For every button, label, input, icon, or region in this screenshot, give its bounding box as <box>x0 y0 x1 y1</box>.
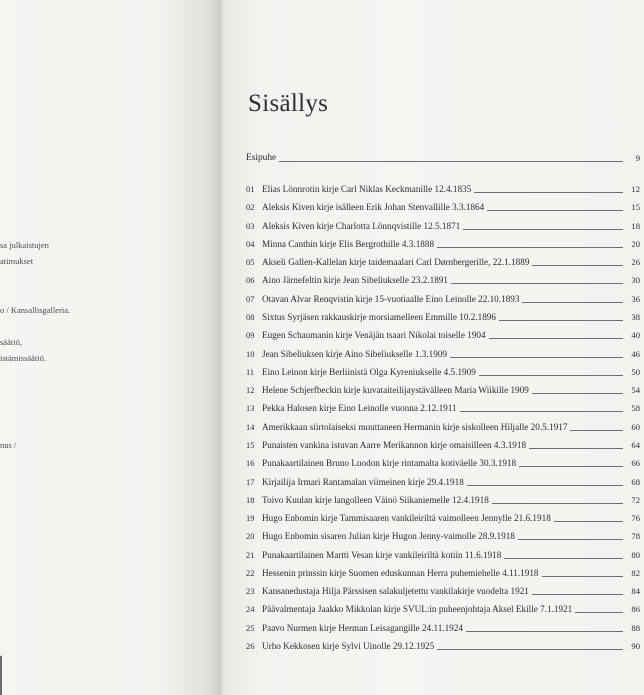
toc-entry-title: Minna Canthin kirje Elis Bergrothille 4.3.1888 <box>262 238 435 249</box>
toc-entry-number: 22 <box>246 568 255 578</box>
toc-entry-row <box>246 218 640 232</box>
toc-entry-number: 12 <box>246 386 255 396</box>
toc-entry-row <box>246 528 640 542</box>
toc-entry-number: 03 <box>246 221 255 231</box>
toc-entry-row <box>246 254 640 268</box>
toc-leader-line <box>489 338 623 339</box>
toc-page-number: 86 <box>631 604 640 615</box>
toc-leader-line <box>437 649 623 650</box>
toc-entry-row <box>246 455 640 469</box>
toc-page-number: 40 <box>631 330 640 341</box>
toc-page-number: 15 <box>631 202 640 213</box>
toc-entry-number: 17 <box>246 477 255 487</box>
toc-entry-title: Amerikkaan siirtolaiseksi muuttaneen Hermanin kirje siskolleen Hiljalle 20.5.1917 <box>262 421 568 432</box>
toc-leader-line <box>532 265 623 266</box>
toc-entry-number: 05 <box>246 258 255 268</box>
toc-entry-title: Aleksis Kiven kirje Charlotta Lönnqvistille 12.5.1871 <box>262 220 461 231</box>
toc-entry-title: Eino Leinon kirje Berliinistä Olga Kyreniukselle 4.5.1909 <box>262 366 476 377</box>
toc-leader-line <box>542 576 623 577</box>
toc-leader-line <box>532 393 623 394</box>
toc-leader-line <box>492 503 623 504</box>
toc-entry-title: Hugo Enbomin sisaren Julian kirje Hugon Jenny-vaimolle 28.9.1918 <box>262 531 515 542</box>
toc-entry-row <box>246 638 640 652</box>
toc-leader-line <box>519 466 623 467</box>
toc-entry-title: Urho Kekkosen kirje Sylvi Uinolle 29.12.1925 <box>262 641 435 651</box>
toc-entry-row <box>246 272 640 286</box>
toc-entry-row <box>246 181 640 195</box>
toc-leader-line <box>463 229 623 230</box>
toc-entry-number: 16 <box>246 459 255 469</box>
logo-fragment-icon <box>0 648 10 695</box>
toc-entry-number: 25 <box>246 623 255 633</box>
toc-entry-title: Paavo Nurmen kirje Herman Leisagangille 24.11.1924 <box>262 622 463 633</box>
toc-entry-number: 06 <box>246 276 255 286</box>
toc-leader-line <box>554 521 623 522</box>
toc-entry-number: 21 <box>246 550 255 560</box>
toc-entry-number: 19 <box>246 514 255 523</box>
toc-entry-row <box>246 309 640 323</box>
toc-page-number: 50 <box>631 366 640 377</box>
toc-leader-line <box>467 485 623 486</box>
left-page-text-line: sa julkaistujen <box>0 240 49 250</box>
toc-entry-title: Helene Schjerfbeckin kirje kuvataiteilijaystävälleen Maria Wiikille 1909 <box>262 385 529 396</box>
toc-entry-row <box>246 199 640 213</box>
toc-entry-title: Hugo Enbomin kirje Tammisaaren vankileiriltä vaimolleen Jennylle 21.6.1918 <box>262 513 551 523</box>
toc-leader-line <box>450 357 623 358</box>
left-page-text-line: o / Kansallisgalleria. <box>0 305 71 315</box>
toc-entry-title: Akseli Gallen-Kallelan kirje taidemaalari Carl Dørnbergerille, 22.1.1889 <box>262 257 530 268</box>
toc-entry-number: 11 <box>246 367 255 377</box>
toc-page-number: 9 <box>635 153 640 163</box>
toc-entry-row <box>246 364 640 378</box>
toc-page-number: 36 <box>631 293 640 304</box>
toc-leader-line <box>451 283 623 284</box>
toc-page-number: 12 <box>631 184 640 194</box>
left-page-text-line: nus / <box>0 440 17 450</box>
toc-entry-number: 08 <box>246 313 255 322</box>
toc-entry-number: 13 <box>246 404 255 414</box>
toc-entry-number: 07 <box>246 294 255 304</box>
toc-entry-number: 09 <box>246 331 255 341</box>
toc-entry-row <box>246 437 640 451</box>
right-page <box>226 0 644 695</box>
toc-page-number: 78 <box>631 531 640 542</box>
toc-leader-line <box>570 430 623 431</box>
toc-entry-title: Punakaartilainen Bruno Luodon kirje rintamalta kotiväelle 30.3.1918 <box>262 458 517 469</box>
toc-entry-number: 04 <box>246 239 255 249</box>
toc-entry-title: Kansanedustaja Hilja Pärssisen salakuljetettu vankilakirje vuodelta 1921 <box>262 586 529 597</box>
toc-entry-number: 10 <box>246 349 255 359</box>
toc-entry-row <box>246 474 640 488</box>
toc-page-number: 38 <box>631 312 640 322</box>
toc-page-number: 68 <box>631 476 640 487</box>
toc-entry-title: Hessenin prinssin kirje Suomen eduskunnan Herra puhemiehelle 4.11.1918 <box>262 567 539 578</box>
left-page <box>0 0 222 695</box>
toc-entry-row <box>246 419 640 433</box>
toc-entry-title: Eugen Schaumanin kirje Venäjän tsaari Nikolai toiselle 1904 <box>262 330 486 341</box>
toc-leader-line <box>504 558 623 559</box>
toc-entry-title: Sixtus Syrjäsen rakkauskirje morsiamelleen Emmille 10.2.1896 <box>262 312 496 322</box>
toc-entry-title: Elias Lönnrotin kirje Carl Niklas Keckmanille 12.4.1835 <box>262 184 472 194</box>
toc-page-number: 46 <box>631 348 640 359</box>
toc-leader-line <box>529 448 623 449</box>
left-page-text-line: säätiö, <box>0 337 22 347</box>
toc-page-number: 20 <box>631 238 640 249</box>
toc-page-number: 80 <box>631 549 640 560</box>
toc-page-number: 72 <box>631 494 640 505</box>
toc-page-number: 54 <box>631 385 640 396</box>
toc-entry-row <box>246 236 640 250</box>
toc-leader-line <box>522 302 623 303</box>
toc-leader-line <box>474 192 623 193</box>
toc-preface-row <box>246 150 640 164</box>
toc-leader-line <box>479 375 623 376</box>
toc-entry-row <box>246 601 640 615</box>
toc-entry-title: Aleksis Kiven kirje isälleen Erik Johan Stenvallille 3.3.1864 <box>262 202 485 213</box>
toc-entry-number: 23 <box>246 587 255 597</box>
toc-entry-row <box>246 547 640 561</box>
toc-page-number: 26 <box>631 257 640 268</box>
toc-leader-line <box>279 161 623 162</box>
toc-entry-row <box>246 492 640 506</box>
toc-entry-row <box>246 583 640 597</box>
toc-leader-line <box>518 539 623 540</box>
toc-page-number: 90 <box>631 641 640 651</box>
toc-leader-line <box>499 320 623 321</box>
toc-preface-label: Esipuhe <box>246 153 277 163</box>
toc-entry-number: 14 <box>246 422 255 432</box>
toc-page-number: 66 <box>631 458 640 469</box>
toc-entry-title: Kirjailija Irmari Rantamalan viimeinen kirje 29.4.1918 <box>262 476 464 487</box>
toc-leader-line <box>532 594 623 595</box>
toc-leader-line <box>487 210 623 211</box>
toc-entry-number: 18 <box>246 495 255 505</box>
toc-page-number: 18 <box>631 220 640 231</box>
toc-page-number: 64 <box>631 439 640 450</box>
toc-entry-row <box>246 382 640 396</box>
toc-page-number: 76 <box>631 513 640 523</box>
toc-entry-row <box>246 291 640 305</box>
toc-entry-number: 02 <box>246 203 255 213</box>
toc-entry-title: Päävalmentaja Jaakko Mikkolan kirje SVUL:in puheenjohtaja Aksel Ekille 7.1.1921 <box>262 604 573 615</box>
left-page-text-line: istämissäätiö. <box>0 353 47 363</box>
toc-entry-title: Punakaartilainen Martti Vesan kirje vankileiriltä kotiin 11.6.1918 <box>262 549 502 560</box>
toc-page-number: 58 <box>631 403 640 414</box>
toc-entry-number: 26 <box>246 642 255 651</box>
toc-title: Sisällys <box>248 90 329 117</box>
left-page-text-line: atimukset <box>0 256 34 266</box>
toc-entry-row <box>246 620 640 634</box>
toc-page-number: 82 <box>631 567 640 578</box>
toc-entry-title: Jean Sibeliuksen kirje Aino Sibeliukselle 1.3.1909 <box>262 348 448 359</box>
toc-page-number: 84 <box>631 586 640 597</box>
toc-leader-line <box>460 411 623 412</box>
toc-leader-line <box>437 247 623 248</box>
toc-entry-row <box>246 346 640 360</box>
toc-entry-number: 01 <box>246 185 255 194</box>
toc-entry-row <box>246 400 640 414</box>
toc-entry-number: 20 <box>246 532 255 542</box>
toc-entry-title: Punaisten vankina istuvan Aarre Merikannon kirje omaisilleen 4.3.1918 <box>262 439 527 450</box>
toc-entry-number: 15 <box>246 440 255 450</box>
toc-leader-line <box>575 612 623 613</box>
toc-entry-row <box>246 510 640 524</box>
toc-entry-title: Pekka Halosen kirje Eino Leinolle vuonna 2.12.1911 <box>262 403 457 414</box>
toc-entry-title: Aino Järnefeltin kirje Jean Sibeliukselle 23.2.1891 <box>262 275 449 286</box>
toc-entry-title: Otavan Alvar Renqvistin kirje 15-vuotiaalle Eino Leinolle 22.10.1893 <box>262 293 520 304</box>
toc-entry-number: 24 <box>246 605 255 615</box>
toc-page-number: 88 <box>631 622 640 633</box>
toc-entry-row <box>246 565 640 579</box>
toc-leader-line <box>466 631 623 632</box>
toc-page-number: 60 <box>631 421 640 432</box>
toc-entry-title: Toivo Kuulan kirje langolleen Väinö Siikaniemelle 12.4.1918 <box>262 494 489 505</box>
toc-entry-row <box>246 327 640 341</box>
toc-page-number: 30 <box>631 275 640 286</box>
